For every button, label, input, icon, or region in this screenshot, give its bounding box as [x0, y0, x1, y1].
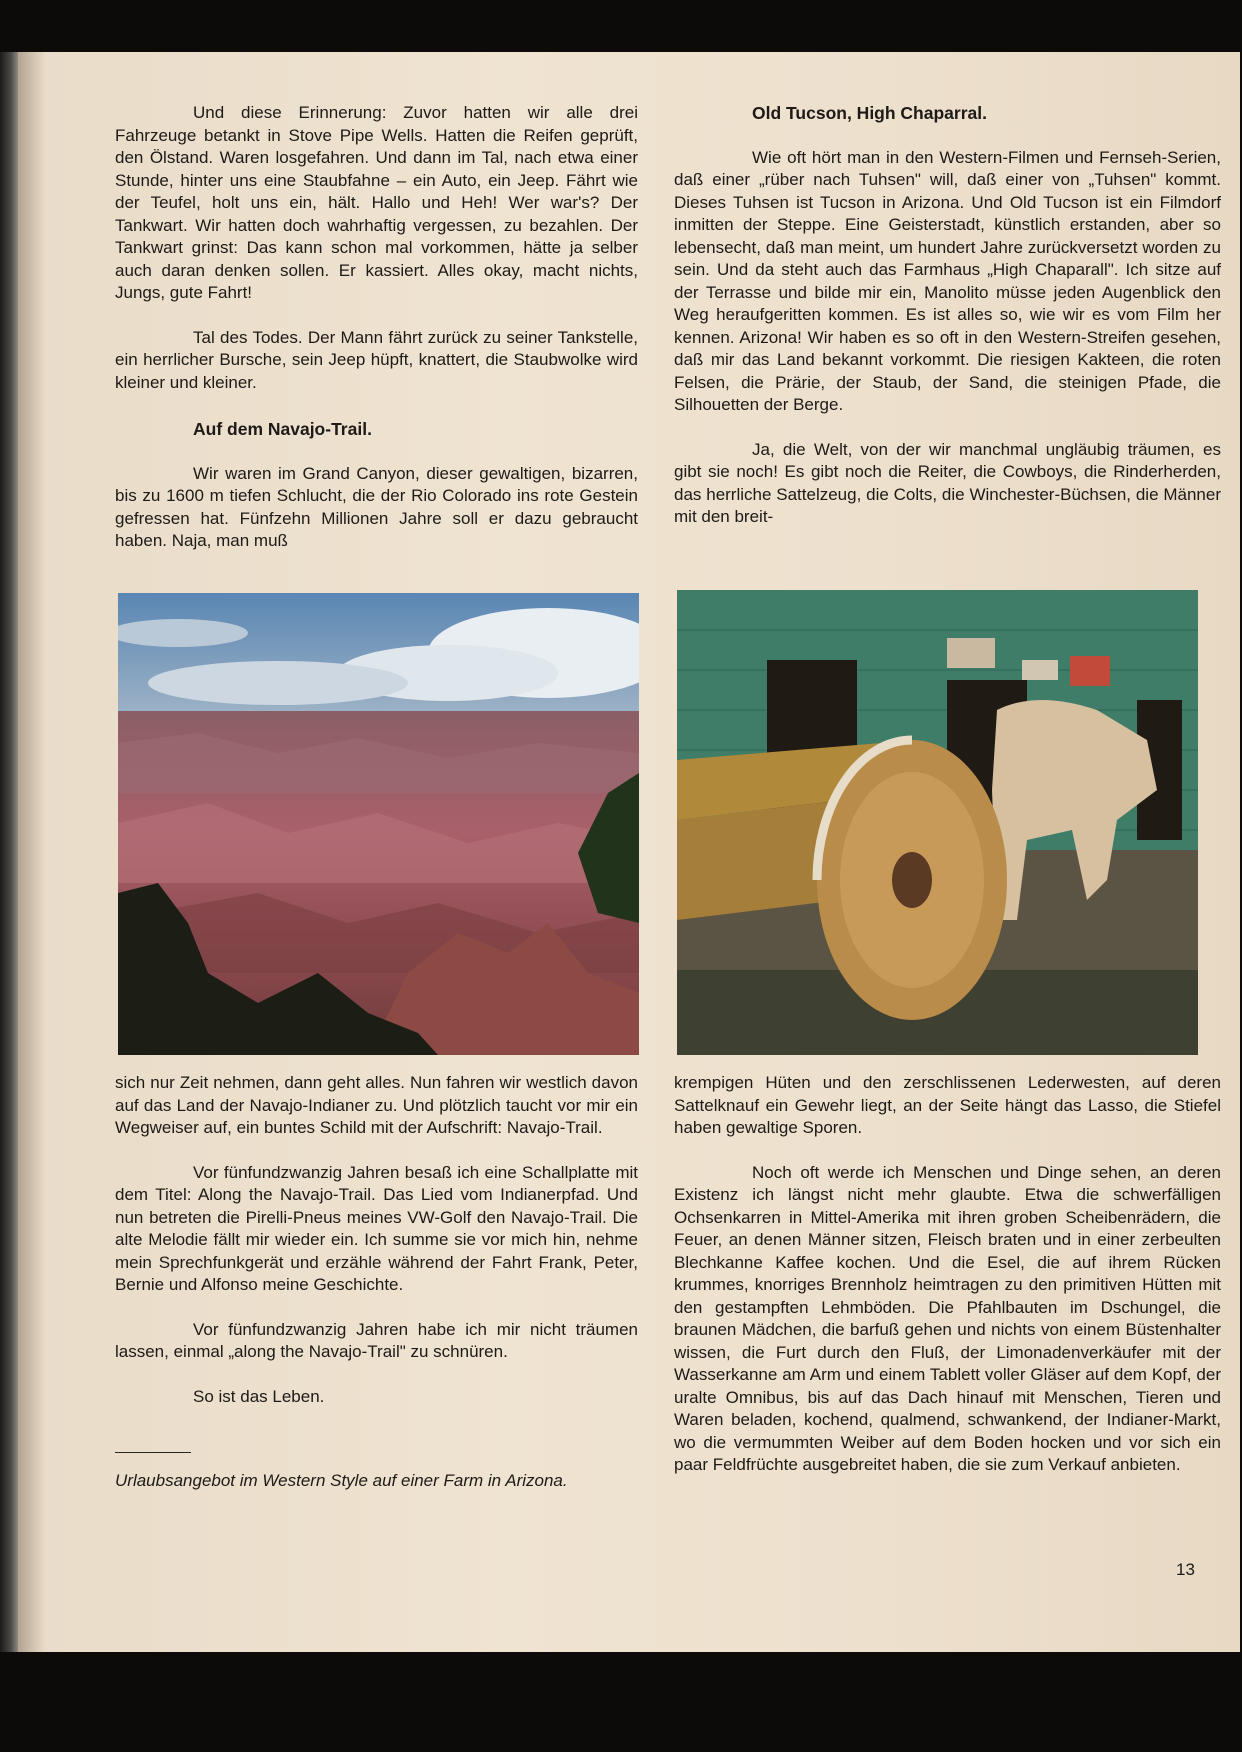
paragraph: Wie oft hört man in den Western-Filmen und Fernseh-Serien, daß einer „rüber nach Tuhsen" will, daß einer von „Tuhsen" kommt. Dieses Tuhsen ist Tucson in Arizona. Und Old Tucson ist ein Filmdorf inmitten der Steppe. Eine Geisterstadt, künstlich erstanden, aber so lebensecht, daß man meint, um hundert Jahre zurückversetzt worden zu sein. Und da steht auch das Farmhaus „High Chaparall". Ich sitze auf der Terrasse und bilde mir ein, Manolito müsse jeden Augenblick den Weg heraufgeritten kommen. Es ist alles so, wie wir es vom Film her kennen. Arizona! Wir haben es so oft in den Western-Streifen gesehen, daß mir das Land bekannt vorkommt. Die riesigen Kakteen, die roten Felsen, die Prärie, der Staub, der Sand, die steinigen Pfade, die Silhouetten der Berge. — [674, 147, 1221, 414]
section-heading-navajo-trail: Auf dem Navajo-Trail. — [193, 419, 372, 439]
page-number: 13 — [1176, 1560, 1195, 1579]
section-heading-old-tucson: Old Tucson, High Chaparral. — [752, 103, 987, 123]
right-column-bottom — [674, 1072, 1221, 1477]
paragraph: Und diese Erinnerung: Zuvor hatten wir alle drei Fahrzeuge betankt in Stove Pipe Wells. Hatten die Reifen geprüft, den Ölstand. Waren losgefahren. Und dann im Tal, nach etwa einer Stunde, hinter uns eine Staubfahne – ein Auto, ein Jeep. Fährt wie der Teufel, holt uns ein, hält. Hallo und Heh! Wer war's? Der Tankwart. Wir hatten doch wahrhaftig vergessen, zu bezahlen. Der Tankwart grinst: Das kann schon mal vorkommen, hätte ja selber auch daran denken sollen. Er kassiert. Alles okay, macht nichts, Jungs, gute Fahrt! — [115, 103, 638, 302]
paragraph: Vor fünfundzwanzig Jahren besaß ich eine Schallplatte mit dem Titel: Along the Navajo-Trail. Das Lied vom Indianerpfad. Und nun betreten die Pirelli-Pneus meines VW-Golf den Navajo-Trail. Die alte Melodie fällt mir wieder ein. Ich summe sie vor mich hin, nehme mein Sprechfunkgerät und erzähle während der Fahrt Frank, Peter, Bernie und Alfonso meine Geschichte. — [115, 1162, 638, 1294]
paragraph: Wir waren im Grand Canyon, dieser gewaltigen, bizarren, bis zu 1600 m tiefen Schlucht, die der Rio Colorado ins rote Gestein gefressen hat. Fünfzehn Millionen Jahre soll er dazu gebraucht haben. Naja, man muß — [115, 463, 638, 550]
page-gutter-shadow — [18, 52, 46, 1652]
book-spine — [0, 52, 18, 1652]
paragraph: Noch oft werde ich Menschen und Dinge sehen, an deren Existenz ich längst nicht mehr glaubte. Etwa die schwerfälligen Ochsenkarren in Mittel-Amerika mit ihren groben Scheibenrädern, die Feuer, an denen Männer sitzen, Fleisch braten und in einer zerbeulten Blechkanne Kaffee kochen. Und die Esel, die auf ihrem Rücken krummes, knorriges Brennholz heimtragen zu den primitiven Hütten mit den gestampften Lehmböden. Die Pfahlbauten im Dschungel, die braunen Mädchen, die barfuß gehen und nichts von einem Büstenhalter wissen, die Furt durch den Fluß, der Limonadenverkäufer mit der Wasserkanne am Arm und einem Tablett voller Gläser auf dem Kopf, der uralte Omnibus, bis auf das Dach hinauf mit Menschen, Tieren und Waren beladen, kochend, qualmend, schwankend, der Indianer-Markt, wo die vermummten Weiber auf dem Boden hocken und vor sich ein paar Feldfrüchte ausgebreitet haben, die sie zum Verkauf anbieten. — [674, 1162, 1221, 1474]
ox-cart-photo — [677, 590, 1198, 1055]
paragraph: Vor fünfundzwanzig Jahren habe ich mir nicht träumen lassen, einmal „along the Navajo-Trail" zu schnüren. — [115, 1319, 638, 1361]
paragraph: So ist das Leben. — [193, 1386, 325, 1406]
caption-rule — [115, 1452, 191, 1453]
left-column-top — [115, 102, 638, 553]
paragraph: krempigen Hüten und den zerschlissenen Lederwesten, auf deren Sattelknauf ein Gewehr liegt, an der Seite hängt das Lasso, die Stiefel haben gewaltige Sporen. — [674, 1073, 1221, 1137]
grand-canyon-photo — [118, 593, 639, 1055]
right-column-top — [674, 102, 1221, 529]
photo-caption: Urlaubsangebot im Western Style auf einer Farm in Arizona. — [115, 1471, 568, 1490]
paragraph: Tal des Todes. Der Mann fährt zurück zu seiner Tankstelle, ein herrlicher Bursche, sein Jeep hüpft, knattert, die Staubwolke wird kleiner und kleiner. — [115, 327, 638, 392]
magazine-page — [18, 52, 1240, 1652]
paragraph: Ja, die Welt, von der wir manchmal ungläubig träumen, es gibt sie noch! Es gibt noch die Reiter, die Cowboys, die Rinderherden, das herrliche Sattelzeug, die Colts, die Winchester-Büchsen, die Männer mit den breit- — [674, 439, 1221, 526]
left-column-bottom — [115, 1072, 638, 1492]
paragraph: sich nur Zeit nehmen, dann geht alles. Nun fahren wir westlich davon auf das Land der Navajo-Indianer zu. Und plötzlich taucht vor mir ein Wegweiser auf, ein buntes Schild mit der Aufschrift: Navajo-Trail. — [115, 1073, 638, 1137]
